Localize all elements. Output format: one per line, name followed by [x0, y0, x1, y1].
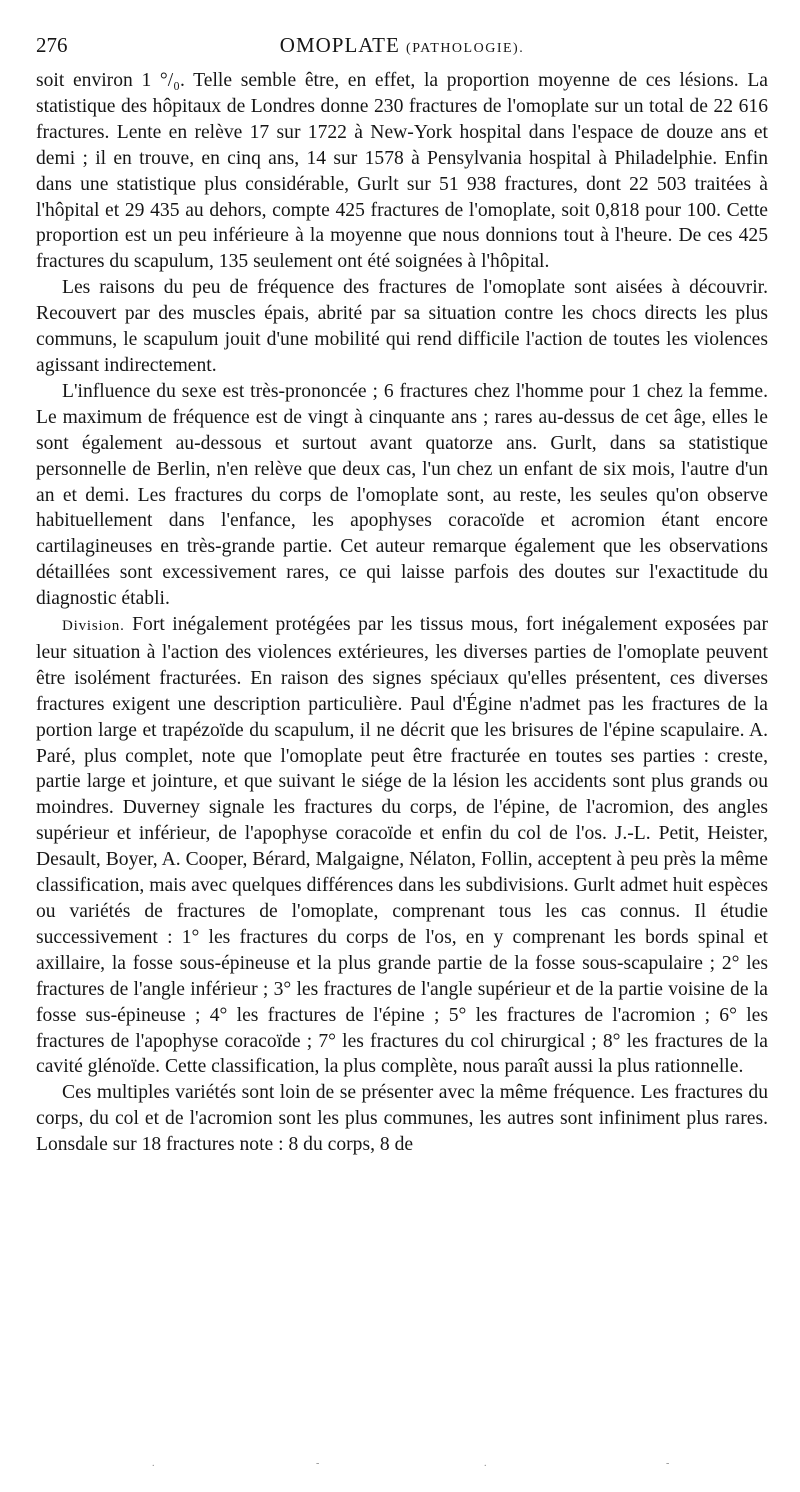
paragraph-5 — [36, 1080, 768, 1158]
paragraph-5-text: Ces multiples variétés sont loin de se présenter avec la même fréquence. Les fractures du corps, du col et de l'acromion sont les plus communes, les autres sont infiniment plus rares. Lonsdale sur 18 fractures note : 8 du corps, 8 de — [36, 1082, 768, 1156]
paragraph-1 — [36, 68, 768, 275]
paragraph-1-text: soit environ 1 °/₀. Telle semble être, en effet, la proportion moyenne de ces lésions. La statistique des hôpitaux de Londres donne 230 fractures de l'omoplate sur un total de 22 616 fractures. Lente en relève 17 sur 1722 à New-York hospital dans l'espace de douze ans et demi ; il en trouve, en cinq ans, 14 sur 1578 à Pensylvania hospital à Philadelphie. Enfin dans une statistique plus considérable, Gurlt sur 51 938 fractures, dont 22 503 traitées à l'hôpital et 29 435 au dehors, compte 425 fractures de l'omoplate, soit 0,818 pour 100. Cette proportion est un peu inférieure à la moyenne que nous donnions tout à l'heure. De ces 425 fractures du scapulum, 135 seulement ont été soignées à l'hôpital. — [36, 70, 768, 273]
print-mark: - — [316, 1458, 320, 1469]
paragraph-4 — [36, 612, 768, 1080]
footer-print-marks — [0, 1458, 800, 1468]
body-text — [36, 68, 768, 1158]
paragraph-2-text: Les raisons du peu de fréquence des fractures de l'omoplate sont aisées à découvrir. Recouvert par des muscles épais, abrité par sa situation contre les chocs directs les plus communs, le scapulum jouit d'une mobilité qui rend difficile l'action de toutes les violences agissant indirectement. — [36, 277, 768, 376]
chapter-title: OMOPLATE — [279, 33, 400, 57]
print-mark: . — [484, 1458, 487, 1469]
page-number: 276 — [36, 33, 68, 57]
print-mark: - — [666, 1458, 670, 1469]
running-title — [36, 28, 768, 66]
print-mark: . — [152, 1458, 155, 1469]
chapter-subtitle: (PATHOLOGIE). — [406, 41, 525, 56]
division-run-in-heading: Division. — [62, 618, 125, 635]
paragraph-3 — [36, 379, 768, 612]
paragraph-4-text: Fort inégalement protégées par les tissus mous, fort inégalement exposées par leur situation à l'action des violences extérieures, les diverses parties de l'omoplate peuvent être isolément fracturées. En raison des signes spéciaux qu'elles présentent, ces diverses fractures exigent une description particulière. Paul d'Égine n'admet pas les fractures de la portion large et trapézoïde du scapulum, il ne décrit que les brisures de l'épine scapulaire. A. Paré, plus complet, note que l'omoplate peut être fracturée en toutes ses parties : creste, partie large et jointure, et que suivant le siége de la lésion les accidents sont plus grands ou moindres. Duverney signale les fractures du corps, de l'épine, de l'acromion, des angles supérieur et inférieur, de l'apophyse coracoïde et enfin du col de l'os. J.-L. Petit, Heister, Desault, Boyer, A. Cooper, Bérard, Malgaigne, Nélaton, Follin, acceptent à peu près la même classification, mais avec quelques différences dans les subdivisions. Gurlt admet huit espèces ou variétés de fractures de l'omoplate, comprenant tous les cas connus. Il étudie successivement : 1° les fractures du corps de l'os, en y comprenant les bords spinal et axillaire, la fosse sous-épineuse et la plus grande partie de la fosse sous-scapulaire ; 2° les fractures de l'angle inférieur ; 3° les fractures de l'angle supérieur et de la partie voisine de la fosse sus-épineuse ; 4° les fractures de l'épine ; 5° les fractures de l'acromion ; 6° les fractures de l'apophyse coracoïde ; 7° les fractures du col chirurgical ; 8° les fractures de la cavité glénoïde. Cette classification, la plus complète, nous paraît aussi la plus rationnelle. — [36, 614, 768, 1078]
paragraph-2 — [36, 275, 768, 379]
paragraph-3-text: L'influence du sexe est très-prononcée ; 6 fractures chez l'homme pour 1 chez la femme. Le maximum de fréquence est de vingt à cinquante ans ; rares au-dessus de cet âge, elles le sont également au-dessous et surtout avant quatorze ans. Gurlt, dans sa statistique personnelle de Berlin, n'en relève que deux cas, l'un chez un enfant de six mois, l'autre d'un an et demi. Les fractures du corps de l'omoplate sont, au reste, les seules qu'on observe habituellement dans l'enfance, les apophyses coracoïde et acromion étant encore cartilagineuses en très-grande partie. Cet auteur remarque également que les observations détaillées sont excessivement rares, ce qui laisse parfois des doutes sur l'exactitude du diagnostic établi. — [36, 380, 768, 610]
book-page — [36, 28, 768, 1158]
running-head — [36, 28, 768, 62]
